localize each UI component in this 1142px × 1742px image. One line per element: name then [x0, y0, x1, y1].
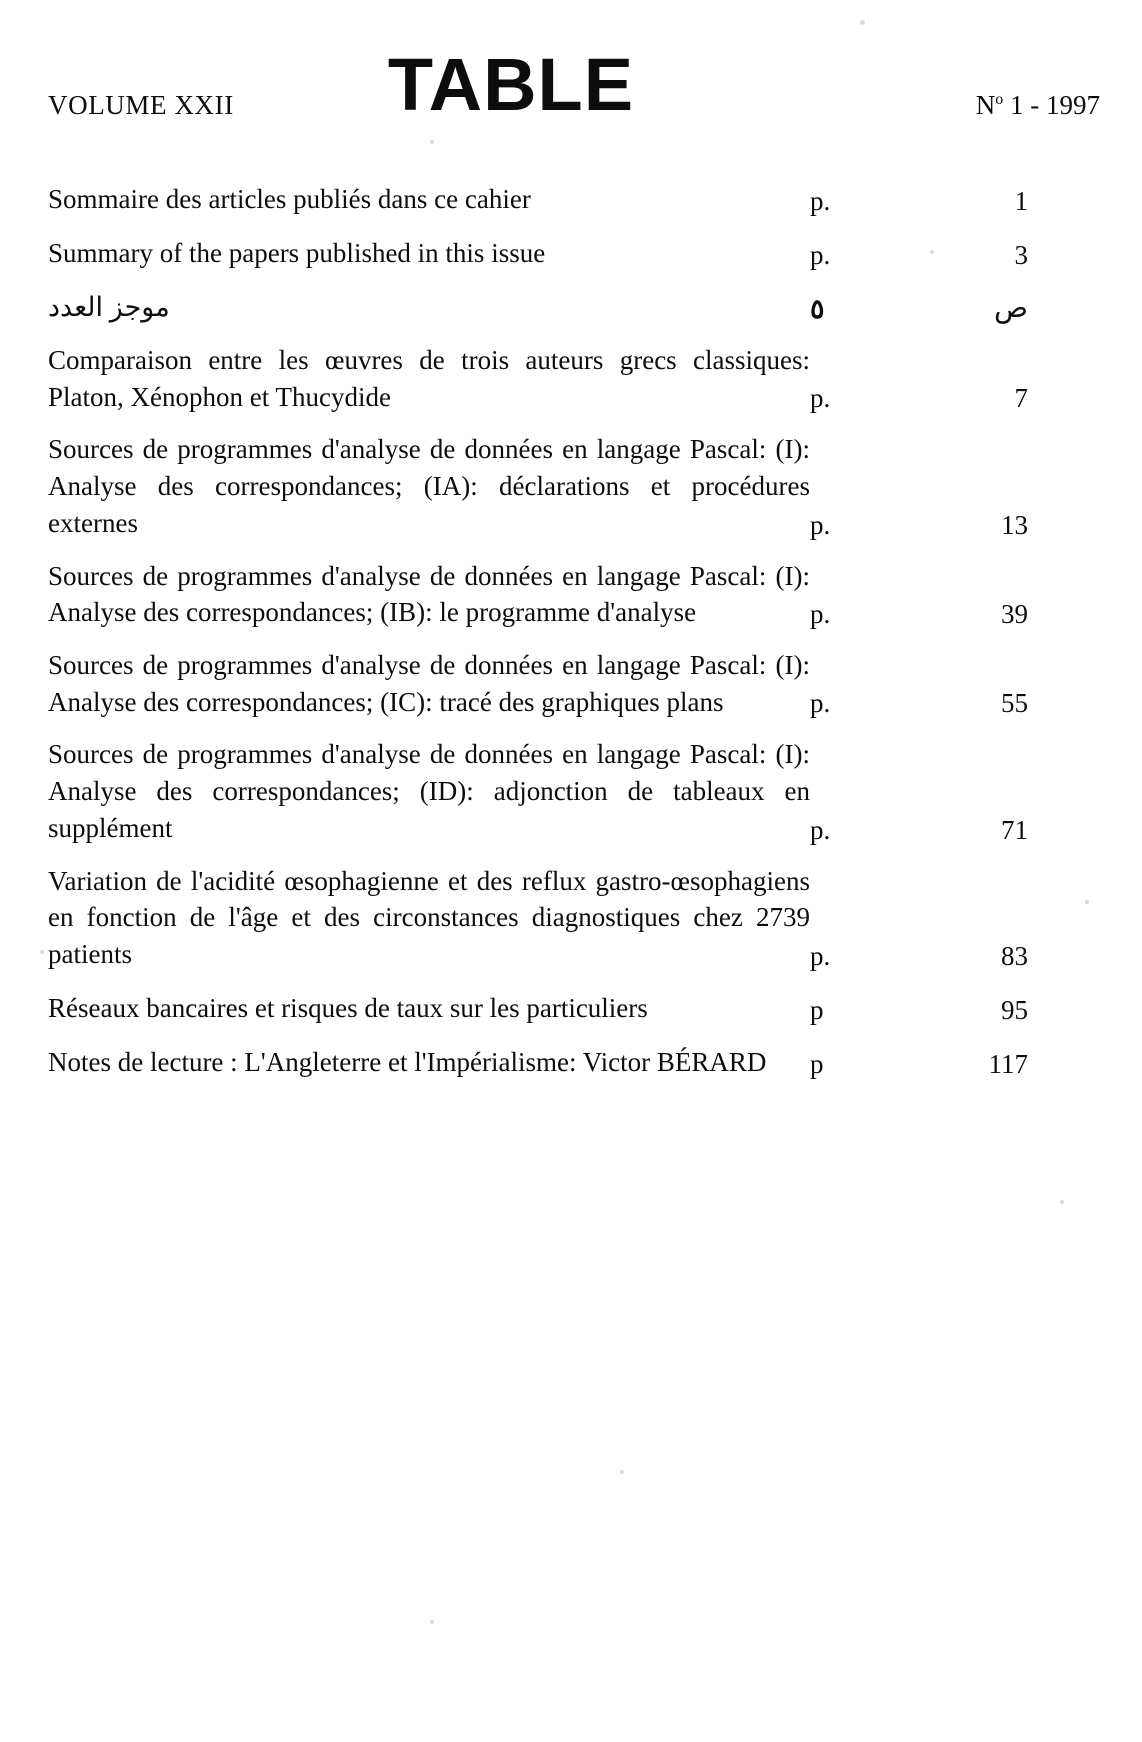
toc-entry-page-number: 55 [1001, 688, 1028, 719]
volume-label: VOLUME XXII [48, 90, 234, 120]
toc-entry-page-mark: p [810, 1048, 824, 1079]
toc-entry-page-mark: p. [810, 814, 831, 845]
toc-entry-page-number: 39 [1001, 599, 1028, 630]
issue-prefix: N [975, 90, 996, 120]
toc-entry-title: Summary of the papers published in this issue [48, 238, 546, 269]
page-title: TABLE [387, 43, 635, 126]
toc-entry-page-number: 13 [1001, 509, 1028, 540]
toc-entry-page-number: 71 [1001, 814, 1028, 845]
toc-entry-title: Réseaux bancaires et risques de taux sur les particuliers [48, 993, 648, 1024]
toc-entry-page-mark: p. [810, 599, 831, 630]
toc-entry[interactable] [0, 1043, 1142, 1081]
toc-entry-title: Sources de programmes d'analyse de données en langage Pascal: (I): Analyse des correspondances; (IC): tracé des graphiques plans [48, 650, 810, 717]
scan-speckle [430, 1620, 434, 1624]
scan-speckle [430, 140, 434, 144]
toc-entry-page-number: ص [994, 293, 1028, 324]
toc-entry-page-number: 83 [1001, 940, 1028, 971]
toc-entry-page-number: 7 [1014, 383, 1028, 414]
toc-entry-page-mark: p. [810, 383, 831, 414]
issue-superscript: o [995, 91, 1004, 108]
issue-number: 1 - 1997 [1003, 90, 1100, 120]
toc-entry-title: موجز العدد [48, 292, 170, 323]
toc-entry[interactable] [0, 431, 1142, 541]
toc-entry[interactable] [0, 647, 1142, 720]
toc-entry-page-number: 1 [1014, 186, 1028, 216]
scan-speckle [620, 1470, 624, 1474]
toc-entry-title: Sources de programmes d'analyse de données en langage Pascal: (I): Analyse des correspondances; (IB): le programme d'analyse [48, 560, 810, 628]
toc-entry[interactable] [0, 342, 1142, 415]
toc-entry-page-number: 95 [1001, 994, 1028, 1025]
toc-entry-page-mark: p [810, 994, 824, 1025]
toc-entry-title: Sources de programmes d'analyse de données en langage Pascal: (I): Analyse des correspondances; (IA): déclarations et procédures externes [48, 434, 810, 538]
toc-entry[interactable] [0, 989, 1142, 1027]
toc-entry-page-number: 117 [988, 1048, 1028, 1079]
table-of-contents [0, 180, 1142, 1097]
toc-entry[interactable] [0, 863, 1142, 973]
scan-speckle [860, 20, 865, 25]
toc-entry-arabic[interactable] [0, 288, 1142, 326]
toc-entry-page-mark: p. [810, 240, 831, 270]
masthead [0, 28, 1142, 126]
toc-entry[interactable] [0, 180, 1142, 218]
toc-entry[interactable] [0, 558, 1142, 631]
toc-entry-title: Notes de lecture : L'Angleterre et l'Impérialisme: Victor BÉRARD [48, 1047, 767, 1078]
toc-entry-title: Sommaire des articles publiés dans ce cahier [48, 184, 531, 215]
toc-entry[interactable] [0, 736, 1142, 846]
toc-entry[interactable] [0, 234, 1142, 272]
scan-speckle [1060, 1200, 1064, 1204]
toc-entry-page-mark: p. [810, 509, 831, 540]
issue-label [976, 90, 1100, 121]
toc-entry-title: Comparaison entre les œuvres de trois auteurs grecs classiques: Platon, Xénophon et Thucydide [48, 345, 810, 412]
scan-speckle [930, 250, 934, 254]
toc-entry-page-mark: p. [810, 940, 831, 971]
toc-entry-title: Sources de programmes d'analyse de données en langage Pascal: (I): Analyse des correspondances; (ID): adjonction de tableaux en supplément [48, 739, 810, 843]
scan-speckle [40, 950, 44, 954]
scan-speckle [1085, 900, 1089, 904]
toc-entry-page-mark: p. [810, 688, 831, 719]
toc-entry-title: Variation de l'acidité œsophagienne et des reflux gastro-œsophagiens en fonction de l'âge et des circonstances diagnostiques chez 2739 patients [48, 865, 810, 970]
toc-entry-page-mark: ٥ [810, 294, 825, 324]
toc-entry-page-number: 3 [1014, 240, 1028, 270]
toc-entry-page-mark: p. [810, 186, 831, 216]
